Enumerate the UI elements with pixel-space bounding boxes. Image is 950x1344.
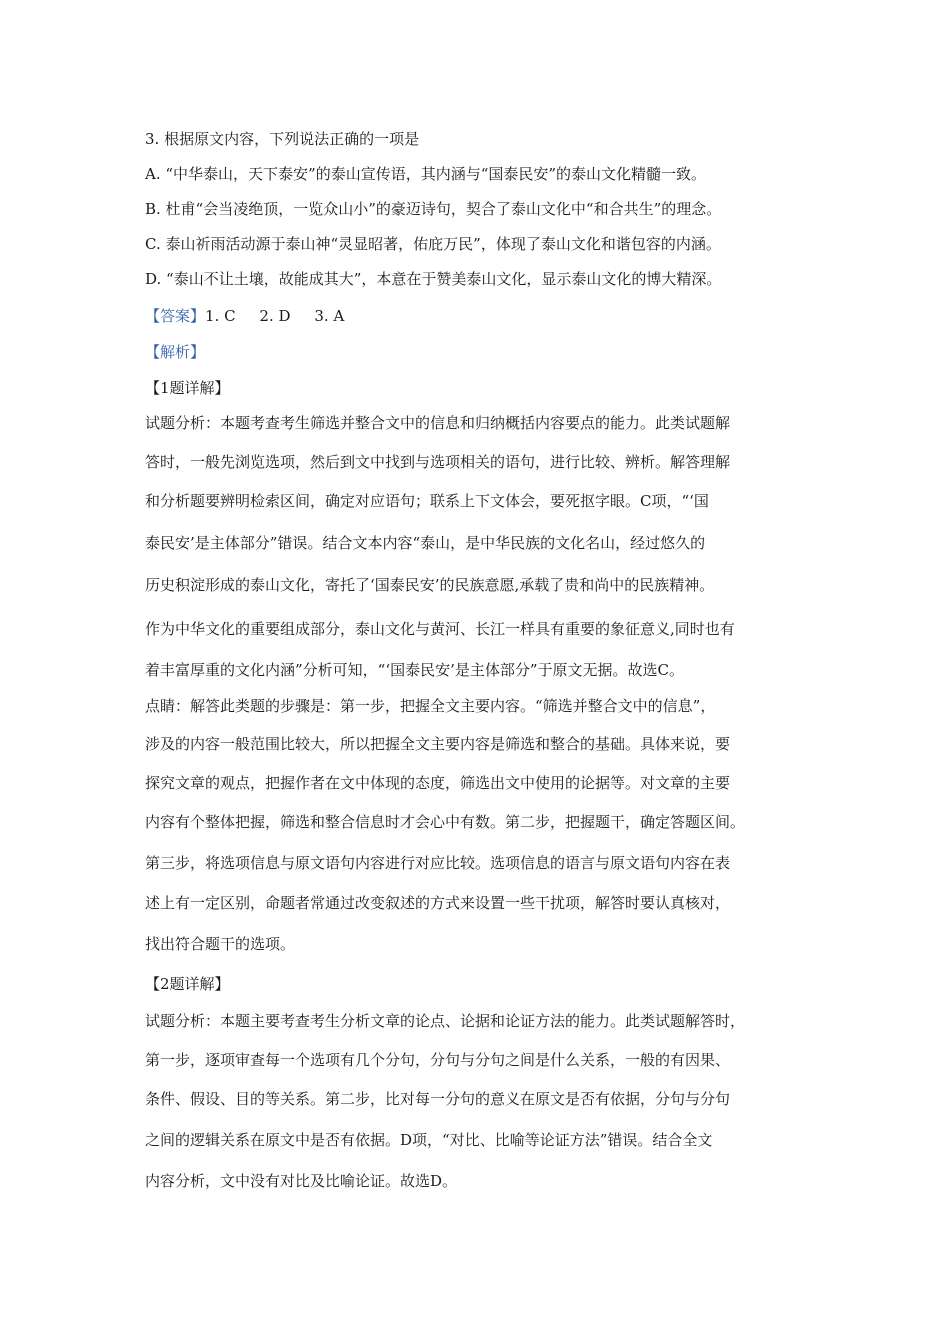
section2-line: 条件、假设、目的等关系。第二步，比对每一分句的意义在原文是否有依据，分句与分句 (145, 1090, 731, 1108)
section1-line: 泰民安’是主体部分”错误。结合文本内容“泰山，是中华民族的文化名山，经过悠久的 (145, 534, 706, 552)
option-d: D. “泰山不让土壤，故能成其大”，本意在于赞美泰山文化，显示泰山文化的博大精深。 (145, 270, 722, 288)
section1-line: 和分析题要辨明检索区间，确定对应语句；联系上下文体会，要死抠字眼。C项，“‘国 (145, 492, 709, 510)
section1-heading: 【1题详解】 (145, 379, 230, 397)
section1-line: 作为中华文化的重要组成部分，泰山文化与黄河、长江一样具有重要的象征意义,同时也有 (145, 620, 735, 638)
section1-line: 历史积淀形成的泰山文化，寄托了‘国泰民安’的民族意愿,承载了贵和尚中的民族精神。 (145, 576, 715, 594)
section2-line: 试题分析：本题主要考查考生分析文章的论点、论据和论证方法的能力。此类试题解答时， (145, 1012, 746, 1030)
option-a: A. “中华泰山，天下泰安”的泰山宣传语，其内涵与“国泰民安”的泰山文化精髓一致。 (145, 165, 707, 183)
option-b: B. 杜甫“会当凌绝顶，一览众山小”的豪迈诗句，契合了泰山文化中“和合共生”的理念。 (145, 200, 722, 218)
question-stem: 3. 根据原文内容，下列说法正确的一项是 (145, 130, 420, 148)
section2-line: 内容分析，文中没有对比及比喻论证。故选D。 (145, 1172, 458, 1190)
section1-line: 试题分析：本题考查考生筛选并整合文中的信息和归纳概括内容要点的能力。此类试题解 (145, 414, 731, 432)
option-c: C. 泰山祈雨活动源于泰山神“灵显昭著，佑庇万民”，体现了泰山文化和谐包容的内涵。 (145, 235, 721, 253)
section1-line: 内容有个整体把握，筛选和整合信息时才会心中有数。第二步，把握题干，确定答题区间。 (145, 813, 746, 831)
section1-line: 点睛：解答此类题的步骤是：第一步，把握全文主要内容。“筛选并整合文中的信息”， (145, 697, 716, 715)
answer-line (145, 306, 344, 326)
section1-line: 涉及的内容一般范围比较大，所以把握全文主要内容是筛选和整合的基础。具体来说，要 (145, 735, 731, 753)
section1-line: 找出符合题干的选项。 (145, 935, 296, 953)
section2-line: 第一步，逐项审查每一个选项有几个分句，分句与分句之间是什么关系，一般的有因果、 (145, 1051, 731, 1069)
section1-line: 述上有一定区别，命题者常通过改变叙述的方式来设置一些干扰项，解答时要认真核对， (145, 894, 731, 912)
section1-line: 第三步，将选项信息与原文语句内容进行对应比较。选项信息的语言与原文语句内容在表 (145, 854, 731, 872)
answer-text: 1. C 2. D 3. A (205, 307, 345, 325)
section2-line: 之间的逻辑关系在原文中是否有依据。D项，“对比、比喻等论证方法”错误。结合全文 (145, 1131, 713, 1149)
answer-tag: 【答案】 (145, 307, 206, 325)
section1-line: 答时，一般先浏览选项，然后到文中找到与选项相关的语句，进行比较、辨析。解答理解 (145, 453, 731, 471)
section1-line: 着丰富厚重的文化内涵”分析可知，“‘国泰民安’是主体部分”于原文无据。故选C。 (145, 661, 685, 679)
section1-line: 探究文章的观点，把握作者在文中体现的态度，筛选出文中使用的论据等。对文章的主要 (145, 774, 731, 792)
section2-heading: 【2题详解】 (145, 975, 230, 993)
analysis-tag: 【解析】 (145, 343, 206, 361)
